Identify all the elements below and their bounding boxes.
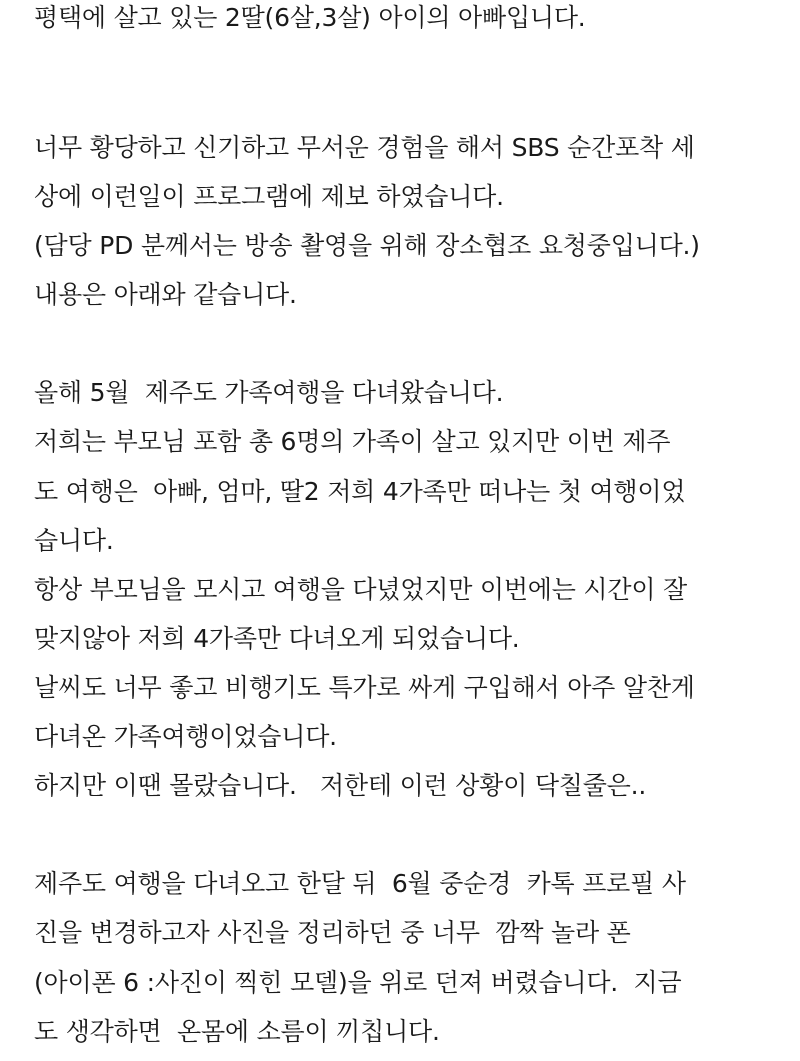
- text-line-5: 내용은 아래와 같습니다.: [34, 280, 297, 309]
- text-line-17: (아이폰 6 :사진이 찍힌 모델)을 위로 던져 버렸습니다. 지금: [34, 968, 682, 997]
- text-line-18: 도 생각하면 온몸에 소름이 끼칩니다.: [34, 1017, 440, 1046]
- text-line-3: 상에 이런일이 프로그램에 제보 하였습니다.: [34, 182, 504, 211]
- text-line-15: 제주도 여행을 다녀오고 한달 뒤 6월 중순경 카톡 프로필 사: [34, 869, 686, 898]
- text-line-9: 습니다.: [34, 526, 114, 555]
- text-line-16: 진을 변경하고자 사진을 정리하던 중 너무 깜짝 놀라 폰: [34, 918, 631, 947]
- text-line-7: 저희는 부모님 포함 총 6명의 가족이 살고 있지만 이번 제주: [34, 427, 671, 456]
- text-line-10: 항상 부모님을 모시고 여행을 다녔었지만 이번에는 시간이 잘: [34, 575, 687, 604]
- text-line-12: 날씨도 너무 좋고 비행기도 특가로 싸게 구입해서 아주 알찬게: [34, 673, 695, 702]
- text-line-2: 너무 황당하고 신기하고 무서운 경험을 해서 SBS 순간포착 세: [34, 133, 695, 162]
- text-line-6: 올해 5월 제주도 가족여행을 다녀왔습니다.: [34, 378, 504, 407]
- text-line-11: 맞지않아 저희 4가족만 다녀오게 되었습니다.: [34, 624, 520, 653]
- text-line-13: 다녀온 가족여행이었습니다.: [34, 722, 337, 751]
- text-line-14: 하지만 이땐 몰랐습니다. 저한테 이런 상황이 닥칠줄은..: [34, 771, 647, 800]
- text-line-4: (담당 PD 분께서는 방송 촬영을 위해 장소협조 요청중입니다.): [34, 231, 700, 260]
- text-line-1: 평택에 살고 있는 2딸(6살,3살) 아이의 아빠입니다.: [34, 3, 586, 32]
- text-line-8: 도 여행은 아빠, 엄마, 딸2 저희 4가족만 떠나는 첫 여행이었: [34, 477, 686, 506]
